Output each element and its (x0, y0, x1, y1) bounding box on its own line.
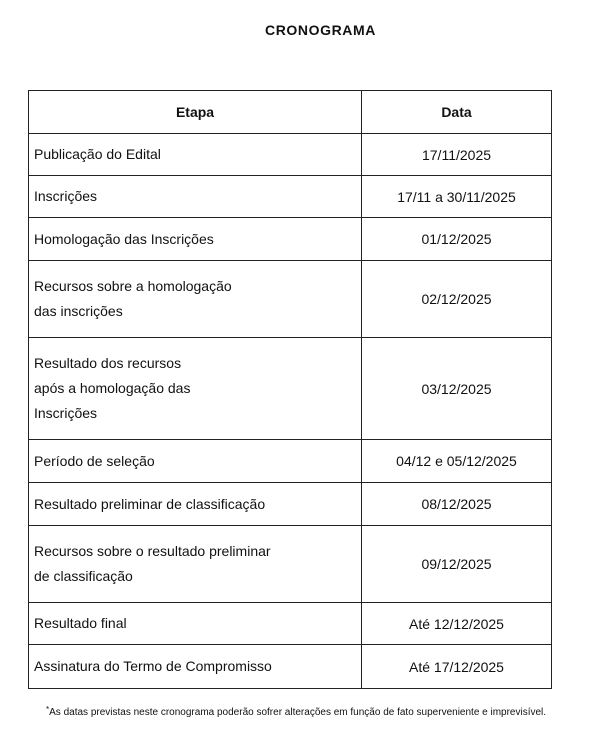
table-row (29, 134, 552, 176)
table-row (29, 261, 552, 338)
data-cell: 09/12/2025 (362, 526, 552, 603)
etapa-line: Resultado final (34, 615, 127, 631)
footnote-marker: * (46, 705, 50, 714)
etapa-line: Inscrições (34, 188, 98, 204)
etapa-line: Inscrições (34, 405, 98, 421)
table-row (29, 440, 552, 483)
data-cell: 01/12/2025 (362, 218, 552, 261)
etapa-cell (29, 440, 362, 483)
table-row (29, 338, 552, 440)
column-header-data: Data (362, 91, 552, 134)
etapa-cell (29, 483, 362, 526)
footnote (46, 705, 546, 718)
data-cell: 04/12 e 05/12/2025 (362, 440, 552, 483)
table-row (29, 645, 552, 689)
etapa-line: Publicação do Edital (34, 146, 161, 162)
table-row (29, 603, 552, 645)
data-cell: 17/11/2025 (362, 134, 552, 176)
etapa-line: Homologação das Inscrições (34, 230, 214, 247)
data-cell: 02/12/2025 (362, 261, 552, 338)
etapa-cell (29, 526, 362, 603)
etapa-cell (29, 338, 362, 440)
etapa-line: Resultado dos recursos (34, 355, 182, 371)
etapa-cell (29, 603, 362, 645)
etapa-cell (29, 261, 362, 338)
etapa-line: das inscrições (34, 303, 123, 319)
etapa-line: Recursos sobre o resultado preliminar (34, 543, 271, 559)
etapa-cell (29, 176, 362, 218)
page-title: CRONOGRAMA (265, 22, 376, 38)
data-cell: Até 12/12/2025 (362, 603, 552, 645)
etapa-line: Resultado preliminar de classificação (34, 495, 266, 512)
data-cell: 08/12/2025 (362, 483, 552, 526)
etapa-line: Recursos sobre a homologação (34, 278, 232, 294)
table-header-row (29, 91, 552, 134)
etapa-line: após a homologação das (34, 380, 191, 396)
etapa-cell (29, 218, 362, 261)
etapa-line: de classificação (34, 568, 133, 584)
schedule-table (28, 90, 552, 689)
etapa-cell (29, 134, 362, 176)
table-row (29, 176, 552, 218)
data-cell: 03/12/2025 (362, 338, 552, 440)
table-body (29, 134, 552, 689)
etapa-line: Período de seleção (34, 452, 155, 469)
etapa-cell (29, 645, 362, 689)
table-row (29, 526, 552, 603)
data-cell: 17/11 a 30/11/2025 (362, 176, 552, 218)
table-row (29, 218, 552, 261)
footnote-text: As datas previstas neste cronograma poderão sofrer alterações em função de fato superveniente e imprevisível. (49, 707, 547, 718)
data-cell: Até 17/12/2025 (362, 645, 552, 689)
column-header-etapa: Etapa (29, 91, 362, 134)
table-row (29, 483, 552, 526)
etapa-line: Assinatura do Termo de Compromisso (34, 658, 272, 674)
